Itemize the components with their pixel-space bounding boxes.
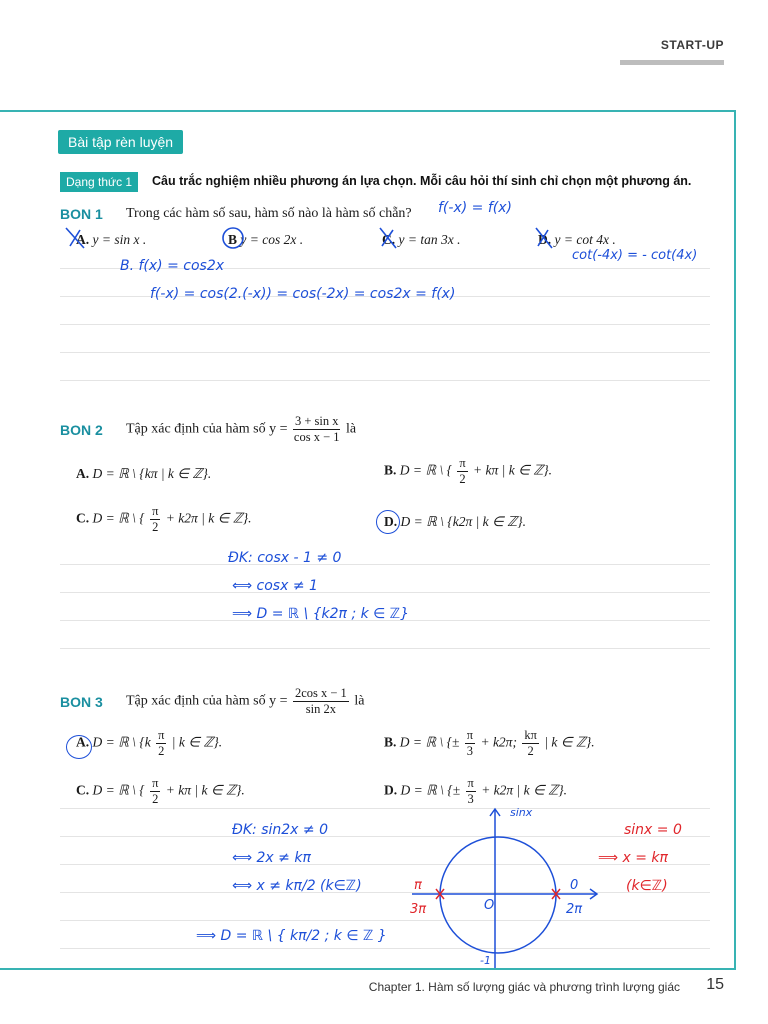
fraction-numerator: π xyxy=(152,776,159,790)
question-2-option-c[interactable] xyxy=(76,504,252,535)
handwritten-line: cot(-4x) = - cot(4x) xyxy=(572,248,698,263)
option-expression-end: + k2π | k ∈ ℤ}. xyxy=(481,782,567,798)
circle-label: -1 xyxy=(480,954,491,967)
fraction-numerator: kπ xyxy=(524,728,537,742)
option-fraction xyxy=(465,728,475,759)
option-letter: B. xyxy=(384,734,397,750)
option-letter: C. xyxy=(382,232,396,247)
option-letter: D. xyxy=(538,232,552,247)
question-1-label: BON 1 xyxy=(60,206,103,222)
handwritten-red-line: (k∈ℤ) xyxy=(626,878,668,894)
function-fraction xyxy=(293,686,349,717)
option-expression: D = ℝ \ {k2π | k ∈ ℤ}. xyxy=(400,514,526,529)
question-3-option-b[interactable] xyxy=(384,728,595,759)
fraction-denominator: sin 2x xyxy=(305,702,336,716)
option-expression-start: D = ℝ \ {± xyxy=(400,782,461,798)
circle-label: sinx xyxy=(510,806,533,819)
option-expression-start: D = ℝ \ {k xyxy=(92,734,151,750)
option-letter: A. xyxy=(76,232,90,247)
rule-line xyxy=(60,836,710,837)
fraction-denominator: 2 xyxy=(152,792,159,806)
rule-line xyxy=(60,920,710,921)
option-expression: D = ℝ \ {kπ | k ∈ ℤ}. xyxy=(92,466,212,481)
circle-label: 0 xyxy=(570,878,579,893)
rule-line xyxy=(60,564,710,565)
fraction-denominator: 2 xyxy=(152,520,159,534)
rule-line xyxy=(60,648,710,649)
handwritten-red-line: ⟹ x = kπ xyxy=(598,850,668,866)
handwritten-line: B. f(x) = cos2x xyxy=(120,258,225,274)
rule-line xyxy=(60,352,710,353)
question-text-end: là xyxy=(345,421,357,437)
handwritten-line: f(-x) = cos(2.(-x)) = cos(-2x) = cos2x = f(x) xyxy=(150,286,456,302)
fraction-numerator: π xyxy=(459,456,466,470)
question-2-option-d[interactable] xyxy=(384,514,526,530)
function-fraction xyxy=(293,414,341,445)
question-2-option-a[interactable] xyxy=(76,466,211,482)
handwritten-line: ⟺ x ≠ kπ/2 (k∈ℤ) xyxy=(232,878,362,894)
fraction-denominator: cos x − 1 xyxy=(293,430,340,444)
option-expression-start: D = ℝ \ {± xyxy=(399,734,460,750)
rule-line xyxy=(60,808,710,809)
option-letter: D. xyxy=(384,514,398,529)
option-fraction xyxy=(150,504,160,535)
option-expression-start: D = ℝ \ { xyxy=(92,510,145,526)
question-2-label: BON 2 xyxy=(60,422,103,438)
handwritten-note: f(-x) = f(x) xyxy=(438,200,512,216)
circle-label: 2π xyxy=(566,902,583,917)
option-fraction xyxy=(457,456,467,487)
fraction-denominator: 3 xyxy=(467,792,474,806)
option-expression-start: D = ℝ \ { xyxy=(399,462,452,478)
option-expression-end: | k ∈ ℤ}. xyxy=(171,734,223,750)
option-letter: A. xyxy=(76,466,90,481)
rule-line xyxy=(60,380,710,381)
question-1-option-a[interactable] xyxy=(76,232,146,248)
option-expression-mid: + k2π; xyxy=(480,734,517,750)
fraction-denominator: 2 xyxy=(527,744,534,758)
option-fraction xyxy=(156,728,166,759)
option-letter: C. xyxy=(76,782,90,798)
option-expression: y = tan 3x . xyxy=(398,232,461,247)
circle-label: π xyxy=(414,878,422,893)
header-rule xyxy=(620,60,724,65)
unit-circle-sketch xyxy=(400,800,610,970)
option-letter: A. xyxy=(76,734,90,750)
handwritten-line: ⟹ D = ℝ \ { kπ/2 ; k ∈ ℤ } xyxy=(196,928,387,944)
rule-line xyxy=(60,592,710,593)
question-3-label: BON 3 xyxy=(60,694,103,710)
page-number: 15 xyxy=(706,976,724,993)
fraction-numerator: π xyxy=(158,728,165,742)
circle-label: 3π xyxy=(410,902,427,917)
option-expression: y = cos 2x . xyxy=(240,232,304,247)
header-label: START-UP xyxy=(660,38,724,52)
fraction-numerator: π xyxy=(152,504,159,518)
question-1-option-c[interactable] xyxy=(382,232,460,248)
handwritten-line: ⟺ 2x ≠ kπ xyxy=(232,850,311,866)
question-3-text xyxy=(126,686,364,717)
question-3-option-c[interactable] xyxy=(76,776,245,807)
option-expression-end: + kπ | k ∈ ℤ}. xyxy=(473,462,553,478)
fraction-numerator: 2cos x − 1 xyxy=(294,686,347,700)
fraction-denominator: 2 xyxy=(158,744,165,758)
question-text-end: là xyxy=(354,693,365,709)
option-letter: B. xyxy=(384,462,397,478)
question-1-option-b[interactable] xyxy=(228,232,303,248)
option-fraction xyxy=(150,776,160,807)
chapter-footer: Chapter 1. Hàm số lượng giác và phương trình lượng giác xyxy=(368,980,680,994)
type-description: Câu trắc nghiệm nhiều phương án lựa chọn. Mỗi câu hỏi thí sinh chỉ chọn một phương án. xyxy=(152,174,692,188)
option-expression-start: D = ℝ \ { xyxy=(92,782,145,798)
question-2-text xyxy=(126,414,356,445)
option-fraction xyxy=(522,728,539,759)
selected-answer-circle xyxy=(376,510,400,534)
option-expression-end: + k2π | k ∈ ℤ}. xyxy=(165,510,252,526)
rule-line xyxy=(60,948,710,949)
option-expression-end: | k ∈ ℤ}. xyxy=(544,734,595,750)
fraction-numerator: 3 + sin x xyxy=(294,414,339,428)
option-expression: y = sin x . xyxy=(92,232,147,247)
option-expression-end: + kπ | k ∈ ℤ}. xyxy=(165,782,245,798)
handwritten-line: ĐK: cosx - 1 ≠ 0 xyxy=(228,550,342,566)
handwritten-red-line: sinx = 0 xyxy=(624,822,682,838)
option-letter: C. xyxy=(76,510,90,526)
rule-line xyxy=(60,324,710,325)
fraction-denominator: 3 xyxy=(466,744,474,758)
question-1-text: Trong các hàm số sau, hàm số nào là hàm số chẵn? xyxy=(126,206,412,221)
question-2-option-b[interactable] xyxy=(384,456,552,487)
handwritten-line: ⟺ cosx ≠ 1 xyxy=(232,578,318,594)
question-3-option-a[interactable] xyxy=(76,728,222,759)
question-text: Tập xác định của hàm số y = xyxy=(126,421,288,437)
rule-line xyxy=(60,892,710,893)
section-title: Bài tập rèn luyện xyxy=(58,130,183,154)
option-letter: D. xyxy=(384,782,398,798)
type-badge: Dạng thức 1 xyxy=(60,172,138,192)
fraction-numerator: π xyxy=(466,728,474,742)
fraction-denominator: 2 xyxy=(459,472,466,486)
handwritten-line: ĐK: sin2x ≠ 0 xyxy=(232,822,328,838)
question-1-option-d[interactable] xyxy=(538,232,616,248)
option-letter: B xyxy=(228,232,238,247)
question-text: Tập xác định của hàm số y = xyxy=(126,693,288,709)
option-expression: y = cot 4x . xyxy=(554,232,616,247)
circle-label: O xyxy=(484,898,495,913)
fraction-numerator: π xyxy=(467,776,474,790)
handwritten-line: ⟹ D = ℝ \ {k2π ; k ∈ ℤ} xyxy=(232,606,410,622)
selected-answer-circle xyxy=(66,735,92,759)
